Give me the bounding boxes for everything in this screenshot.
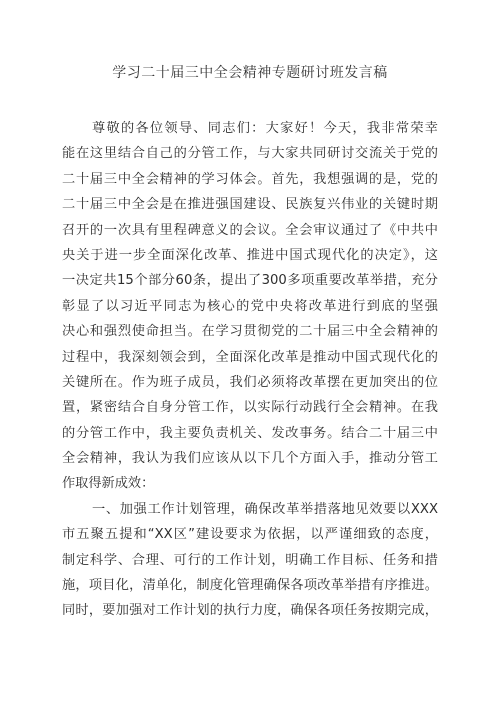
paragraph-line: 制定科学、合理、可行的工作计划，明确工作目标、任务和措 bbox=[62, 552, 438, 568]
paragraph-line: 过程中，我深刻领会到，全面深化改革是推动中国式现代化的 bbox=[62, 349, 438, 365]
paragraph-line: 施，项目化，清单化，制度化管理确保各项改革举措有序推进。 bbox=[62, 578, 438, 594]
document-title: 学习二十届三中全会精神专题研讨班发言稿 bbox=[112, 65, 388, 81]
paragraph-line: 全会精神，我认为我们应该从以下几个方面入手，推动分管工 bbox=[62, 451, 438, 467]
paragraph-line: 彰显了以习近平同志为核心的党中央将改革进行到底的坚强 bbox=[62, 298, 438, 314]
paragraph-line: 能在这里结合自己的分管工作，与大家共同研讨交流关于党的 bbox=[62, 146, 438, 162]
paragraph-line: 决心和强烈使命担当。在学习贯彻党的二十届三中全会精神的 bbox=[62, 324, 438, 340]
paragraph-line: 央关于进一步全面深化改革、推进中国式现代化的决定》，这 bbox=[62, 247, 438, 263]
paragraph-line: 召开的一次具有里程碑意义的会议。全会审议通过了《中共中 bbox=[62, 222, 438, 238]
document-body bbox=[62, 116, 438, 624]
paragraph-line: 二十届三中全会是在推进强国建设、民族复兴伟业的关键时期 bbox=[62, 197, 438, 213]
paragraph-line: 同时，要加强对工作计划的执行力度，确保各项任务按期完成， bbox=[62, 603, 438, 619]
paragraph-line: 尊敬的各位领导、同志们：大家好！今天，我非常荣幸 bbox=[92, 121, 438, 136]
paragraph-line: 关键所在。作为班子成员，我们必须将改革摆在更加突出的位 bbox=[62, 374, 438, 390]
paragraph-line: 二十届三中全会精神的学习体会。首先，我想强调的是，党的 bbox=[62, 171, 438, 187]
paragraph-line: 市五聚五提和“XX区”建设要求为依据，以严谨细致的态度， bbox=[62, 527, 438, 543]
paragraph-line: 一、加强工作计划管理，确保改革举措落地见效要以XXX bbox=[92, 501, 438, 517]
paragraph-line: 作取得新成效： bbox=[62, 476, 155, 492]
paragraph-line: 的分管工作中，我主要负责机关、发改事务。结合二十届三中 bbox=[62, 425, 438, 441]
paragraph-line: 置，紧密结合自身分管工作，以实际行动践行全会精神。在我 bbox=[62, 400, 438, 416]
paragraph-line: 一决定共15个部分60条，提出了300多项重要改革举措，充分 bbox=[62, 273, 438, 289]
